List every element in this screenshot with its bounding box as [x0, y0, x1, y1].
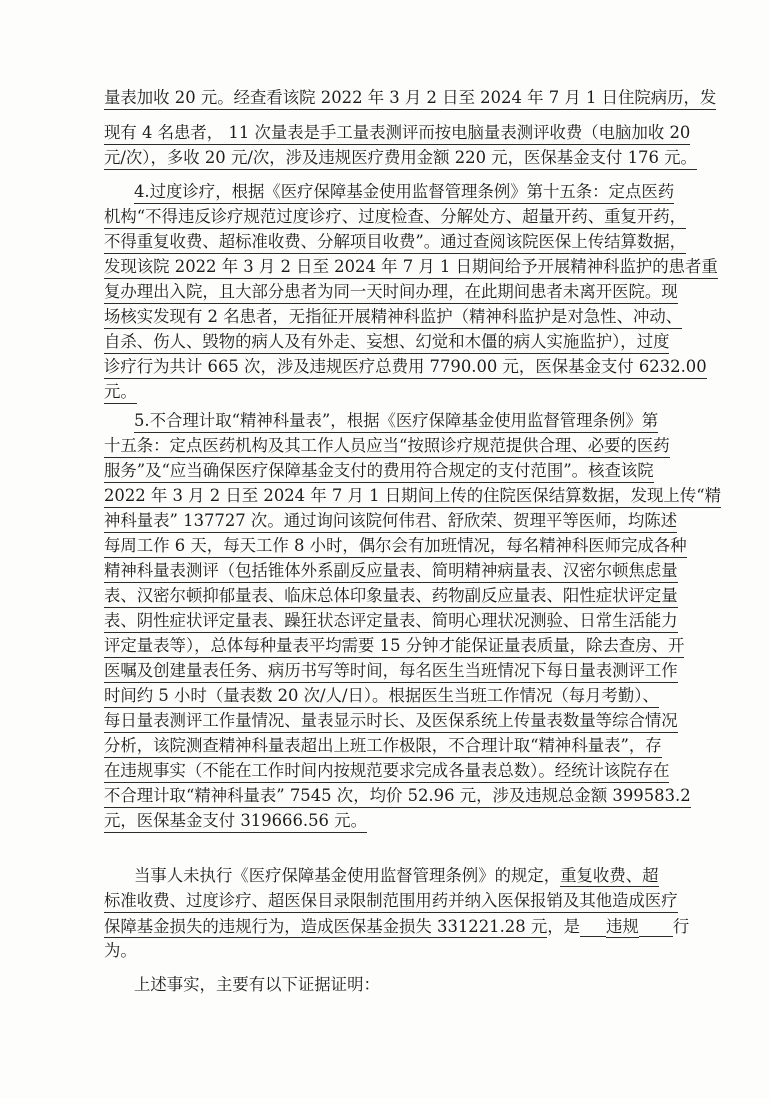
conclusion-line — [134, 866, 659, 886]
text-line: 服务”及“应当确保医疗保障基金支付的费用符合规定的支付范围”。核查该院 — [104, 461, 654, 483]
text-line: 医嘱及创建量表任务、病历书写等时间，每名医生当班情况下每日量表测评工作 — [104, 661, 678, 683]
text-line: 神科量表” 137727 次。通过询问该院何伟君、舒欣荣、贺理平等医师，均陈述 — [104, 511, 677, 533]
text-line: 复办理出入院，且大部分患者为同一天时间办理，在此期间患者未离开医院。现 — [104, 282, 678, 304]
text-line: 表、汉密尔顿抑郁量表、临床总体印象量表、药物副反应量表、阳性症状评定量 — [104, 586, 678, 608]
verdict-field: 违规 — [606, 917, 639, 936]
text-line: 量表加收 20 元。经查看该院 2022 年 3 月 2 日至 2024 年 7 月 1 日住院病历，发 — [104, 88, 716, 110]
text-line: 4.过度诊疗，根据《医疗保障基金使用监督管理条例》第十五条：定点医药 — [134, 182, 674, 204]
text-line: 每周工作 6 天，每天工作 8 小时，偶尔会有加班情况，每名精神科医师完成各种 — [104, 536, 687, 558]
fill-blank — [639, 916, 673, 937]
text-line: 诊疗行为共计 665 次，涉及违规医疗总费用 7790.00 元，医保基金支付 6232.00 — [104, 357, 707, 379]
loss-amount-text: 保障基金损失的违规行为，造成医保基金损失 331221.28 元 — [104, 917, 548, 936]
conclusion-line — [104, 916, 689, 937]
text-line: 不得重复收费、超标准收费、分解项目收费”。通过查阅该院医保上传结算数据， — [104, 232, 686, 254]
text-line: 发现该院 2022 年 3 月 2 日至 2024 年 7 月 1 日期间给予开展精神科监护的患者重 — [104, 257, 718, 279]
text-line: 元/次），多收 20 元/次，涉及违规医疗费用金额 220 元，医保基金支付 176 元。 — [104, 148, 697, 170]
text-line: 不合理计取“精神科量表” 7545 次，均价 52.96 元，涉及违规总金额 399583.2 — [104, 786, 691, 808]
conclusion-underlined: 重复收费、超 — [560, 866, 659, 885]
text-line: 在违规事实（不能在工作时间内按规范要求完成各量表总数）。经统计该院存在 — [104, 761, 669, 783]
text-line: 每日量表测评工作量情况、量表显示时长、及医保系统上传量表数量等综合情况 — [104, 711, 678, 733]
text-line: 5.不合理计取“精神科量表”，根据《医疗保障基金使用监督管理条例》第 — [134, 411, 658, 433]
text-line: 分析，该院测查精神科量表超出上班工作极限，不合理计取“精神科量表”，存 — [104, 736, 662, 758]
conclusion-tail: 行 — [672, 917, 690, 936]
text-line: 自杀、伤人、毁物的病人及有外走、妄想、幻觉和木僵的病人实施监护），过度 — [104, 332, 669, 354]
text-line: 标准收费、过度诊疗、超医保目录限制范围用药并纳入医保报销及其他造成医疗 — [104, 891, 678, 913]
conclusion-connector: ，是 — [547, 917, 581, 936]
text-line: 十五条：定点医药机构及其工作人员应当“按照诊疗规范提供合理、必要的医药 — [104, 436, 670, 458]
text-line: 2022 年 3 月 2 日至 2024 年 7 月 1 日期间上传的住院医保结算数据，发现上传“精 — [104, 486, 721, 508]
conclusion-lead: 当事人未执行《医疗保障基金使用监督管理条例》的规定， — [134, 866, 561, 885]
text-line: 评定量表等），总体每种量表平均需要 15 分钟才能保证量表质量，除去查房、开 — [104, 636, 684, 658]
fill-blank — [580, 916, 606, 937]
text-line: 时间约 5 小时（量表数 20 次/人/日）。根据医生当班工作情况（每月考勤）、 — [104, 686, 659, 708]
text-line: 为。 — [104, 941, 137, 960]
text-line: 现有 4 名患者， 11 次量表是手工量表测评而按电脑量表测评收费（电脑加收 20 — [104, 123, 690, 145]
evidence-heading: 上述事实，主要有以下证据证明： — [134, 975, 380, 994]
text-line: 元。 — [104, 382, 137, 404]
text-line: 元，医保基金支付 319666.56 元。 — [104, 811, 367, 833]
text-line: 场核实发现有 2 名患者，无指征开展精神科监护（精神科监护是对急性、冲动、 — [104, 307, 682, 329]
text-line: 精神科量表测评（包括锥体外系副反应量表、简明精神病量表、汉密尔顿焦虑量 — [104, 561, 678, 583]
text-line: 机构“不得违反诊疗规范过度诊疗、过度检查、分解处方、超量开药、重复开药， — [104, 207, 686, 229]
text-line: 表、阴性症状评定量表、躁狂状态评定量表、简明心理状况测验、日常生活能力 — [104, 611, 678, 633]
